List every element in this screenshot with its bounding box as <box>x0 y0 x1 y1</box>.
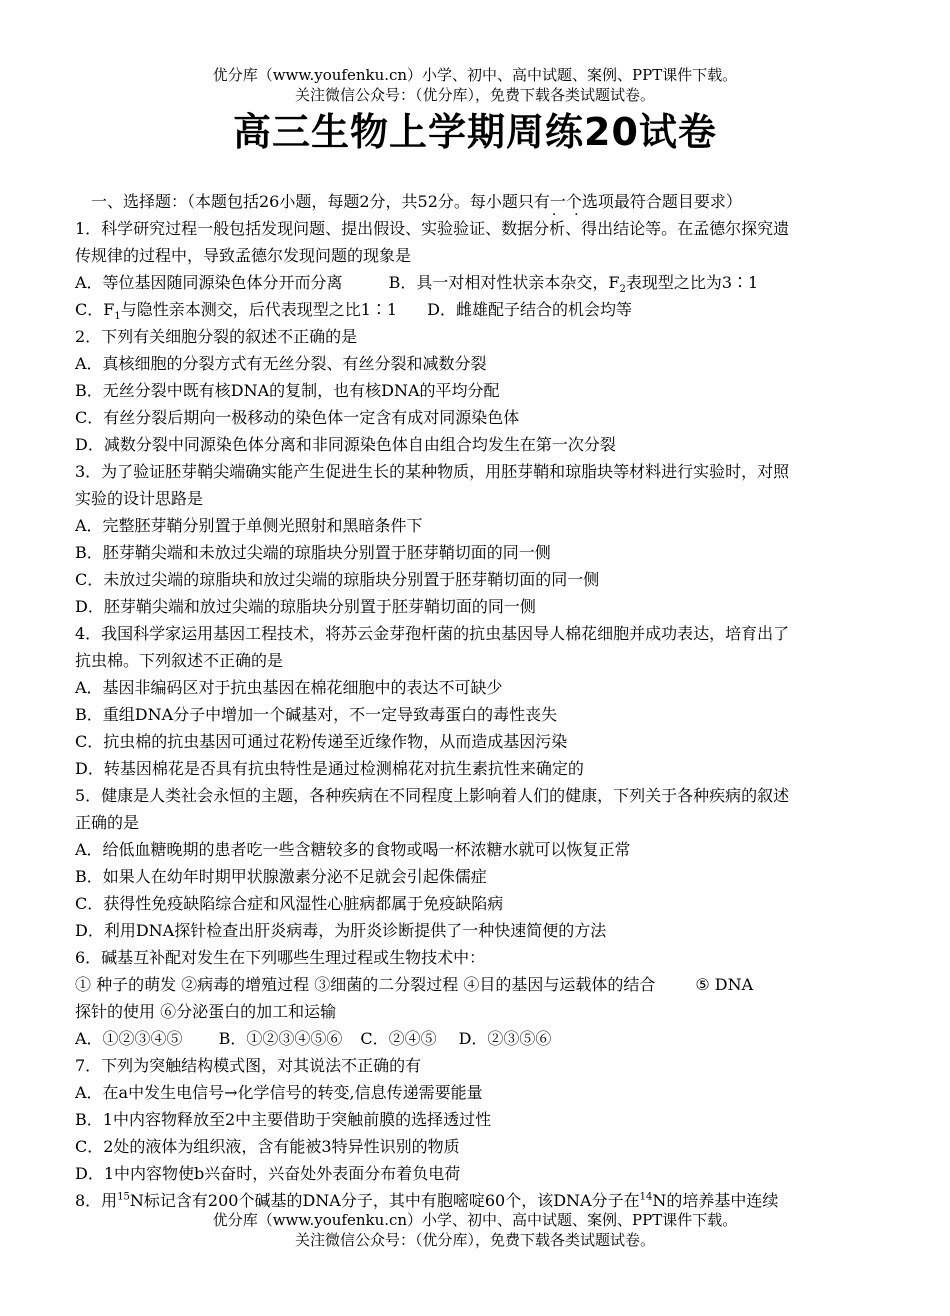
emphasis-text: 一个 · · <box>550 188 582 215</box>
q1-option-d: D．雌雄配子结合的机会均等 <box>427 300 632 319</box>
q3-option-a: A．完整胚芽鞘分别置于单侧光照射和黑暗条件下 <box>75 516 423 535</box>
q1-option-a: A．等位基因随同源染色体分开而分离 <box>75 273 343 292</box>
exam-body <box>75 188 885 1214</box>
header-line-1: 优分库（www.youfenku.cn）小学、初中、高中试题、案例、PPT课件下载。 <box>212 66 738 84</box>
q2-option-a: A．真核细胞的分裂方式有无丝分裂、有丝分裂和减数分裂 <box>75 354 487 373</box>
footer-line-1: 优分库（www.youfenku.cn）小学、初中、高中试题、案例、PPT课件下载。 <box>212 1211 738 1229</box>
q5-stem-line-2: 正确的是 <box>75 813 140 832</box>
q5-option-d: D．利用DNA探针检查出肝炎病毒，为肝炎诊断提供了一种快速简便的方法 <box>75 921 607 940</box>
q1-option-c: C．$F_1$与隐性亲本测交，后代表现型之比1∶1 <box>75 300 398 323</box>
q1-options-ab <box>75 269 885 296</box>
q6-option-d: D．②③⑤⑥ <box>458 1029 552 1048</box>
q6-option-a: A．①②③④⑤ <box>75 1029 183 1048</box>
q3-option-d: D．胚芽鞘尖端和放过尖端的琼脂块分别置于胚芽鞘切面的同一侧 <box>75 597 536 616</box>
q8-stem-line-1: 8．用$^{15}$N标记含有200个碱基的DNA分子，其中有胞嘧啶60个，该DNA分子在$^{14}$N的培养基中连续 <box>75 1191 779 1210</box>
header-line-2: 关注微信公众号：（优分库），免费下载各类试题试卷。 <box>294 86 655 104</box>
q6-stem: 6．碱基互补配对发生在下列哪些生理过程或生物技术中： <box>75 948 486 967</box>
q7-option-d: D．1中内容物使b兴奋时，兴奋处外表面分布着负电荷 <box>75 1164 461 1183</box>
q3-option-b: B．胚芽鞘尖端和未放过尖端的琼脂块分别置于胚芽鞘切面的同一侧 <box>75 543 551 562</box>
page-title: 高三生物上学期周练20试卷 <box>233 110 717 154</box>
q4-option-d: D．转基因棉花是否具有抗虫特性是通过检测棉花对抗生素抗性来确定的 <box>75 759 584 778</box>
q4-stem-line-1: 4．我国科学家运用基因工程技术，将苏云金芽孢杆菌的抗虫基因导人棉花细胞并成功表达，培育出了 <box>75 624 790 643</box>
q2-option-c: C．有丝分裂后期向一极移动的染色体一定含有成对同源染色体 <box>75 408 520 427</box>
q4-option-c: C．抗虫棉的抗虫基因可通过花粉传递至近缘作物，从而造成基因污染 <box>75 732 568 751</box>
q2-stem: 2．下列有关细胞分裂的叙述不正确的是 <box>75 327 358 346</box>
q3-stem-line-1: 3．为了验证胚芽鞘尖端确实能产生促进生长的某种物质，用胚芽鞘和琼脂块等材料进行实验时，对照 <box>75 462 790 481</box>
q5-stem-line-1: 5．健康是人类社会永恒的主题，各种疾病在不同程度上影响着人们的健康，下列关于各种疾病的叙述 <box>75 786 790 805</box>
q4-stem-line-2: 抗虫棉。下列叙述不正确的是 <box>75 651 284 670</box>
q7-option-b: B．1中内容物释放至2中主要借助于突触前膜的选择透过性 <box>75 1110 492 1129</box>
q3-stem-line-2: 实验的设计思路是 <box>75 489 204 508</box>
q5-option-a: A．给低血糖晚期的患者吃一些含糖较多的食物或喝一杯浓糖水就可以恢复正常 <box>75 840 631 859</box>
q7-option-c: C．2处的液体为组织液，含有能被3特异性识别的物质 <box>75 1137 460 1156</box>
q2-option-d: D．减数分裂中同源染色体分离和非同源染色体自由组合均发生在第一次分裂 <box>75 435 616 454</box>
q7-option-a: A．在a中发生电信号→化学信号的转变,信息传递需要能量 <box>75 1083 483 1102</box>
section-heading: 一、选择题：（本题包括26小题，每题2分，共52分。每小题只有一个 · ·选项最符合题目要求） <box>75 188 885 215</box>
q5-option-c: C．获得性免疫缺陷综合症和风湿性心脏病都属于免疫缺陷病 <box>75 894 504 913</box>
q3-option-c: C．未放过尖端的琼脂块和放过尖端的琼脂块分别置于胚芽鞘切面的同一侧 <box>75 570 600 589</box>
footer-line-2: 关注微信公众号：（优分库），免费下载各类试题试卷。 <box>294 1231 655 1249</box>
q1-options-cd <box>75 296 885 323</box>
q4-option-b: B．重组DNA分子中增加一个碱基对，不一定导致毒蛋白的毒性丧失 <box>75 705 558 724</box>
q5-option-b: B．如果人在幼年时期甲状腺激素分泌不足就会引起侏儒症 <box>75 867 487 886</box>
q4-option-a: A．基因非编码区对于抗虫基因在棉花细胞中的表达不可缺少 <box>75 678 503 697</box>
q1-stem-line-2: 传规律的过程中，导致孟德尔发现问题的现象是 <box>75 246 412 265</box>
q6-items-line-2: 探针的使用 ⑥分泌蛋白的加工和运输 <box>75 1002 337 1021</box>
q6-items-line-1: ① 种子的萌发 ②病毒的增殖过程 ③细菌的二分裂过程 ④目的基因与运载体的结合 ⑤ DNA <box>75 975 754 994</box>
q7-stem: 7．下列为突触结构模式图，对其说法不正确的有 <box>75 1056 422 1075</box>
q6-option-b: B．①②③④⑤⑥ <box>218 1029 343 1048</box>
q1-option-b: B．具一对相对性状亲本杂交，$F_2$表现型之比为3∶1 <box>388 273 759 296</box>
q6-options <box>75 1025 885 1052</box>
q1-stem-line-1: 1．科学研究过程一般包括发现问题、提出假设、实验验证、数据分析、得出结论等。在孟德尔探究遗 <box>75 219 790 238</box>
q2-option-b: B．无丝分裂中既有核DNA的复制，也有核DNA的平均分配 <box>75 381 500 400</box>
q6-option-c: C．②④⑤ <box>360 1029 437 1048</box>
